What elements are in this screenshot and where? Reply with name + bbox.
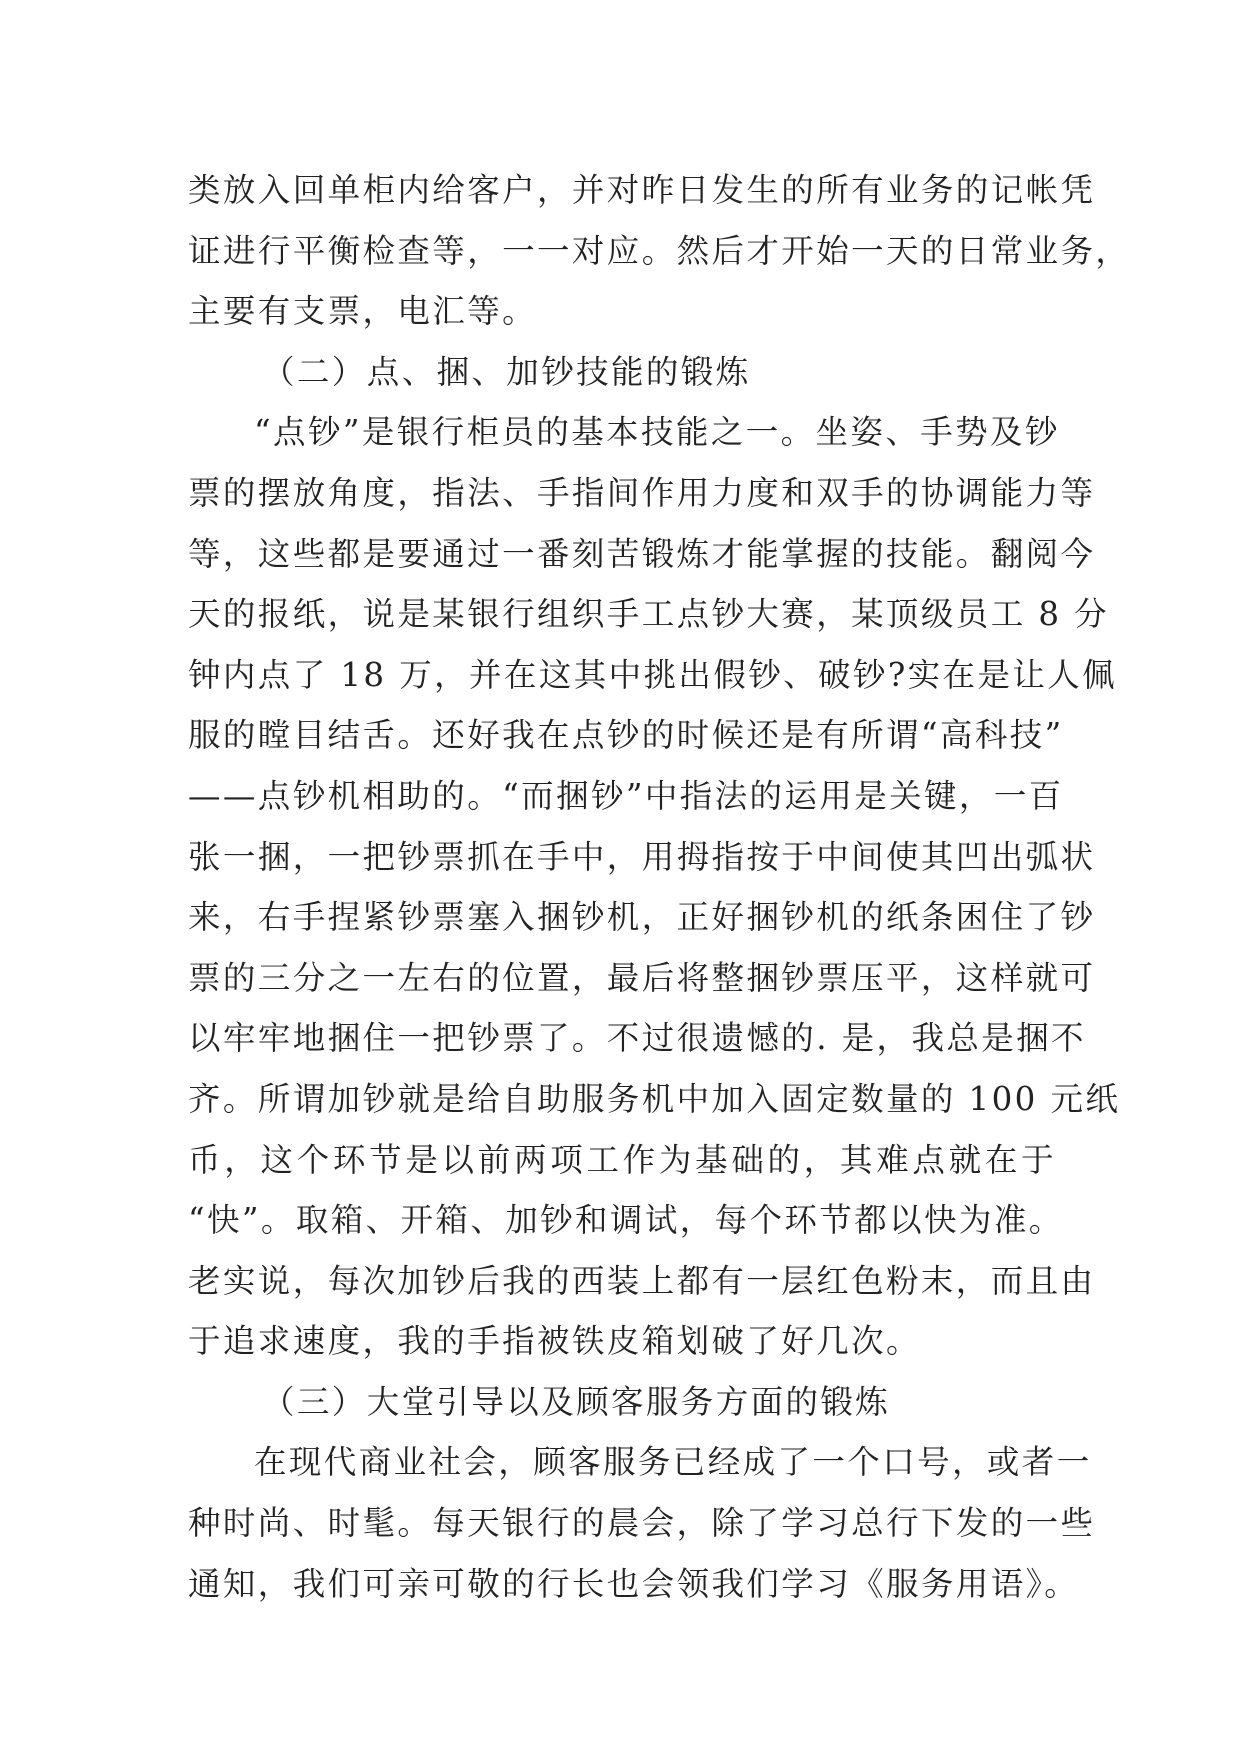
text-line: “快”。取箱、开箱、加钞和调试，每个环节都以快为准。 xyxy=(188,1201,1064,1240)
text-line: 通知，我们可亲可敬的行长也会领我们学习《服务用语》。 xyxy=(188,1564,1080,1603)
text-line: 钟内点了 18 万，并在这其中挑出假钞、破钞?实在是让人佩 xyxy=(188,655,1118,694)
text-line: 服的瞠目结舌。还好我在点钞的时候还是有所谓“高科技” xyxy=(188,716,1064,755)
text-line: 票的摆放角度，指法、手指间作用力度和双手的协调能力等 xyxy=(188,473,1096,512)
text-line: 在现代商业社会，顾客服务已经成了一个口号，或者一 xyxy=(254,1443,1092,1482)
text-line: “点钞”是银行柜员的基本技能之一。坐姿、手势及钞 xyxy=(254,413,1060,452)
text-line: 老实说，每次加钞后我的西装上都有一层红色粉末，而且由 xyxy=(188,1261,1096,1300)
text-line: 齐。所谓加钞就是给自助服务机中加入固定数量的 100 元纸 xyxy=(188,1079,1121,1118)
text-line: 种时尚、时髦。每天银行的晨会，除了学习总行下发的一些 xyxy=(188,1504,1096,1543)
text-line: 张一捆，一把钞票抓在手中，用拇指按于中间使其凹出弧状 xyxy=(188,837,1096,876)
section-heading: （二）点、捆、加钞技能的锻炼 xyxy=(262,352,751,391)
text-line: 票的三分之一左右的位置，最后将整捆钞票压平，这样就可 xyxy=(188,958,1096,997)
text-line: 币，这个环节是以前两项工作为基础的，其难点就在于 xyxy=(188,1140,1056,1179)
text-line: ——点钞机相助的。“而捆钞”中指法的运用是关键，一百 xyxy=(188,776,1064,815)
text-line: 于追求速度，我的手指被铁皮箱划破了好几次。 xyxy=(188,1322,921,1361)
text-line: 来，右手捏紧钞票塞入捆钞机，正好捆钞机的纸条困住了钞 xyxy=(188,898,1096,937)
section-heading: （三）大堂引导以及顾客服务方面的锻炼 xyxy=(262,1382,891,1421)
text-line: 类放入回单柜内给客户，并对昨日发生的所有业务的记帐凭 xyxy=(188,171,1096,209)
body-text xyxy=(188,160,1131,1614)
text-line: 证进行平衡检查等，一一对应。然后才开始一天的日常业务， xyxy=(188,231,1131,270)
text-line: 天的报纸，说是某银行组织手工点钞大赛，某顶级员工 8 分 xyxy=(188,595,1110,634)
text-line: 以牢牢地捆住一把钞票了。不过很遗憾的. 是，我总是捆不 xyxy=(188,1019,1086,1058)
text-line: 主要有支票，电汇等。 xyxy=(188,292,538,331)
text-line: 等，这些都是要通过一番刻苦锻炼才能掌握的技能。翻阅今 xyxy=(188,534,1096,573)
